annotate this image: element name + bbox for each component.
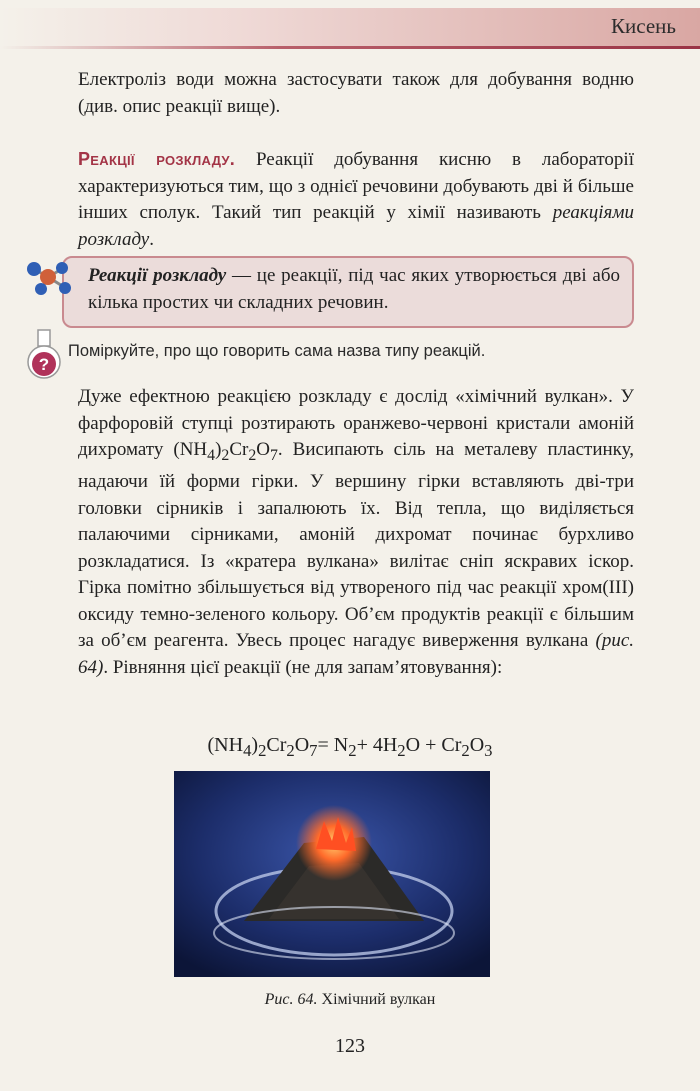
section-lead: Реакції розкладу.	[78, 149, 236, 169]
think-prompt: Поміркуйте, про що говорить сама назва типу реакцій.	[68, 342, 486, 360]
header-rule	[0, 46, 700, 49]
definition-term: Реакції розкладу	[88, 265, 227, 286]
reaction-equation: $(NH_4)_2Cr_2O_7= N_2+ 4H_2O + Cr_2O_3$	[207, 734, 493, 760]
term-italic: реакціями розкладу	[78, 202, 634, 250]
header-band	[0, 8, 700, 46]
paragraph-text: Реакції добування кисню в лабораторії характеризуються тим, що з однієї речовини добувають дві й більше інших сполук. Такий тип реакцій у хімії називають	[78, 149, 634, 223]
svg-text:?: ?	[38, 355, 50, 374]
paragraph-electrolysis: Електроліз води можна застосувати також для добування водню (див. опис реакції вище).	[78, 69, 634, 117]
paragraph-chemical-volcano: Дуже ефектною реакцією розкладу є дослід «хімічний вулкан». У фарфоровій ступці розтирають оранжево-червоні кристали амоній дихромату $(NH_4)_2Cr_2O_7$. Висипають сіль на металеву пластинку, надаючи їй форми гірки. У вершину гірки вставляють дві-три головки сірників і запалюють їх. Від тепла, що виділяється палаючими сірниками, амоній дихромат починає бурхливо розкладатися. Із «кратера вулкана» вилітає сніп яскравих іскор. Гірка помітно збільшується від утвореного під час реакції хром(III) оксиду темно-зеленого кольору. Об’єм продуктів реакції є більшим за об’єм реагента. Увесь процес нагадує виверження вулкана (рис. 64). Рівняння цієї реакції (не для запам’ятовування):	[78, 386, 635, 678]
molecule-icon	[22, 257, 74, 297]
figure-caption: Рис. 64. Хімічний вулкан	[264, 991, 436, 1008]
figure-reference: (рис. 64)	[78, 630, 635, 678]
definition-text	[88, 262, 620, 316]
chapter-title: Кисень	[611, 14, 676, 38]
page-number: 123	[335, 1035, 365, 1057]
volcano-photo	[174, 771, 490, 977]
paragraph-decomposition-intro: Реакції розкладу. Реакції добування кисню в лабораторії характеризуються тим, що з однієї речовини добувають дві й більше інших сполук. Такий тип реакцій у хімії називають реакціями розкладу.	[78, 149, 634, 250]
question-flask-icon	[24, 328, 64, 380]
definition-body: — це реакції, під час яких утворюється дві або кілька простих чи складних речовин.	[88, 265, 621, 313]
